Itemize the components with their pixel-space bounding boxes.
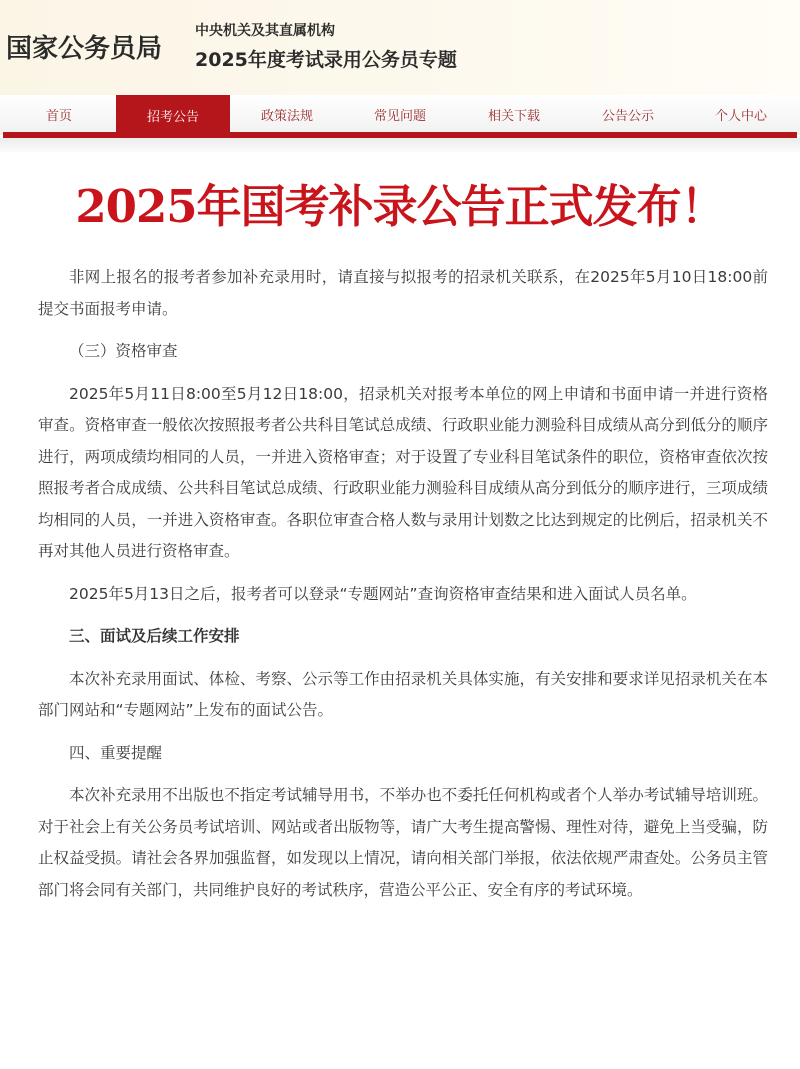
nav-item-home[interactable]: 首页 [45,108,72,124]
site-subtitle-topic: 2025年度考试录用公务员专题 [195,49,457,71]
section-subheading-qualification-review: （三）资格审查 [69,342,178,360]
nav-shadow-divider [0,138,800,152]
article-paragraph: 本次补充录用面试、体检、考察、公示等工作由招录机关具体实施，有关安排和要求详见招录机关在本部门网站和“专题网站”上发布的面试公告。 [38,669,768,719]
nav-item-faq[interactable]: 常见问题 [373,108,426,124]
article-body [38,262,768,917]
nav-item-policies[interactable]: 政策法规 [260,108,313,124]
section-heading-interview: 三、面试及后续工作安排 [69,627,240,645]
site-subtitle-agency: 中央机关及其直属机构 [195,23,335,39]
nav-item-personal-center[interactable]: 个人中心 [714,108,767,124]
site-name-logo[interactable]: 国家公务员局 [6,34,163,64]
article-paragraph: 本次补充录用不出版也不指定考试辅导用书，不举办也不委托任何机构或者个人举办考试辅导培训班。对于社会上有关公务员考试培训、网站或者出版物等，请广大考生提高警惕、理性对待，避免上当受骗，防止权益受损。请社会各界加强监督，如发现以上情况，请向相关部门举报，依法依规严肃查处。公务员主管部门将会同有关部门，共同维护良好的考试秩序，营造公平公正、安全有序的考试环境。 [38,786,768,899]
site-header [0,0,800,95]
nav-item-announcements[interactable]: 公告公示 [601,108,654,124]
section-heading-reminder: 四、重要提醒 [69,743,163,762]
nav-item-recruitment-notices[interactable]: 招考公告 [116,95,230,135]
article-paragraph: 2025年5月13日之后，报考者可以登录“专题网站”查询资格审查结果和进入面试人员名单。 [69,584,697,603]
nav-item-downloads[interactable]: 相关下载 [487,108,540,124]
page-headline: 2025年国考补录公告正式发布！ [75,180,725,233]
article-paragraph: 非网上报名的报考者参加补充录用时，请直接与拟报考的招录机关联系，在2025年5月10日18:00前提交书面报考申请。 [38,268,768,318]
article-paragraph: 2025年5月11日8:00至5月12日18:00，招录机关对报考本单位的网上申请和书面申请一并进行资格审查。资格审查一般依次按照报考者公共科目笔试总成绩、行政职业能力测验科目成绩从高分到低分的顺序进行，两项成绩均相同的人员，一并进入资格审查；对于设置了专业科目笔试条件的职位，资格审查依次按照报考者合成成绩、公共科目笔试总成绩、行政职业能力测验科目成绩从高分到低分的顺序进行，三项成绩均相同的人员，一并进入资格审查。各职位审查合格人数与录用计划数之比达到规定的比例后，招录机关不再对其他人员进行资格审查。 [38,384,768,560]
